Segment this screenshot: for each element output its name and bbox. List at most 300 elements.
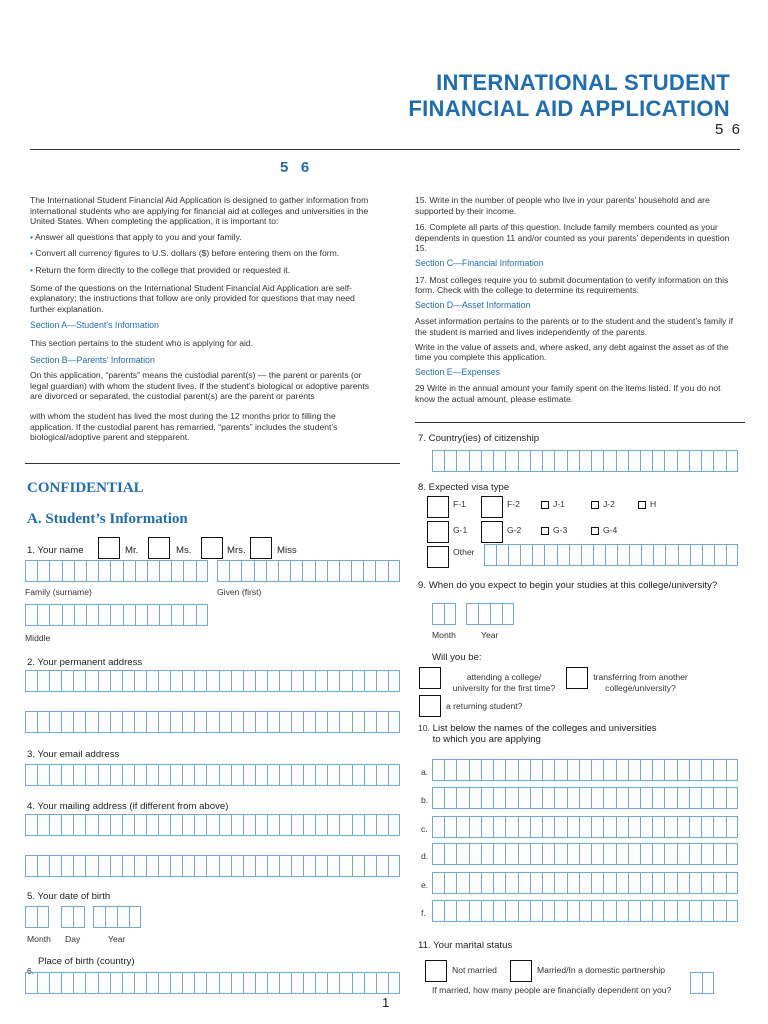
comb-cell[interactable] — [579, 872, 591, 894]
comb-cell[interactable] — [726, 900, 738, 922]
college-name-input[interactable] — [432, 787, 738, 809]
comb-cell[interactable] — [85, 670, 97, 692]
comb-cell[interactable] — [25, 855, 37, 877]
comb-cell[interactable] — [37, 972, 49, 994]
comb-cell[interactable] — [110, 670, 122, 692]
comb-cell[interactable] — [49, 764, 61, 786]
comb-cell[interactable] — [231, 855, 243, 877]
comb-cell[interactable] — [388, 814, 400, 836]
comb-cell[interactable] — [134, 814, 146, 836]
comb-cell[interactable] — [315, 560, 327, 582]
comb-cell[interactable] — [267, 764, 279, 786]
comb-cell[interactable] — [123, 604, 135, 626]
comb-cell[interactable] — [122, 972, 134, 994]
comb-cell[interactable] — [388, 764, 400, 786]
comb-cell[interactable] — [110, 814, 122, 836]
comb-cell[interactable] — [243, 764, 255, 786]
comb-cell[interactable] — [61, 764, 73, 786]
comb-cell[interactable] — [61, 711, 73, 733]
comb-cell[interactable] — [557, 544, 569, 566]
comb-cell[interactable] — [677, 787, 689, 809]
comb-cell[interactable] — [603, 450, 615, 472]
comb-cell[interactable] — [481, 787, 493, 809]
comb-cell[interactable] — [726, 450, 738, 472]
comb-cell[interactable] — [182, 711, 194, 733]
comb-cell[interactable] — [267, 814, 279, 836]
comb-cell[interactable] — [352, 670, 364, 692]
comb-cell[interactable] — [122, 814, 134, 836]
comb-cell[interactable] — [255, 670, 267, 692]
comb-cell[interactable] — [493, 843, 505, 865]
comb-cell[interactable] — [98, 670, 110, 692]
comb-cell[interactable] — [466, 603, 478, 625]
comb-cell[interactable] — [219, 855, 231, 877]
comb-cell[interactable] — [291, 764, 303, 786]
comb-cell[interactable] — [182, 814, 194, 836]
comb-cell[interactable] — [158, 711, 170, 733]
comb-cell[interactable] — [241, 560, 253, 582]
comb-cell[interactable] — [217, 560, 229, 582]
comb-cell[interactable] — [677, 759, 689, 781]
comb-cell[interactable] — [726, 872, 738, 894]
comb-cell[interactable] — [544, 544, 556, 566]
comb-cell[interactable] — [664, 900, 676, 922]
comb-cell[interactable] — [603, 759, 615, 781]
comb-cell[interactable] — [182, 855, 194, 877]
comb-cell[interactable] — [146, 711, 158, 733]
comb-cell[interactable] — [652, 816, 664, 838]
comb-cell[interactable] — [364, 855, 376, 877]
comb-cell[interactable] — [518, 759, 530, 781]
comb-cell[interactable] — [702, 972, 714, 994]
comb-cell[interactable] — [266, 560, 278, 582]
visa-other-checkbox[interactable] — [427, 546, 449, 568]
comb-cell[interactable] — [505, 900, 517, 922]
comb-cell[interactable] — [37, 814, 49, 836]
comb-cell[interactable] — [542, 787, 554, 809]
comb-cell[interactable] — [122, 711, 134, 733]
comb-cell[interactable] — [432, 843, 444, 865]
comb-cell[interactable] — [641, 544, 653, 566]
comb-cell[interactable] — [689, 843, 701, 865]
title-mrs-checkbox[interactable] — [201, 537, 223, 559]
comb-cell[interactable] — [640, 900, 652, 922]
comb-cell[interactable] — [444, 872, 456, 894]
comb-cell[interactable] — [640, 787, 652, 809]
comb-cell[interactable] — [432, 816, 444, 838]
comb-cell[interactable] — [219, 764, 231, 786]
comb-cell[interactable] — [352, 764, 364, 786]
comb-cell[interactable] — [255, 711, 267, 733]
comb-cell[interactable] — [579, 900, 591, 922]
comb-cell[interactable] — [219, 814, 231, 836]
comb-cell[interactable] — [327, 972, 339, 994]
comb-cell[interactable] — [364, 670, 376, 692]
comb-cell[interactable] — [159, 560, 171, 582]
comb-cell[interactable] — [444, 843, 456, 865]
comb-cell[interactable] — [158, 855, 170, 877]
comb-cell[interactable] — [134, 855, 146, 877]
comb-cell[interactable] — [388, 560, 400, 582]
comb-cell[interactable] — [603, 872, 615, 894]
comb-cell[interactable] — [49, 711, 61, 733]
comb-cell[interactable] — [339, 855, 351, 877]
comb-cell[interactable] — [25, 972, 37, 994]
comb-cell[interactable] — [689, 872, 701, 894]
comb-cell[interactable] — [444, 450, 456, 472]
comb-cell[interactable] — [339, 814, 351, 836]
comb-cell[interactable] — [147, 560, 159, 582]
comb-cell[interactable] — [554, 450, 566, 472]
comb-cell[interactable] — [231, 670, 243, 692]
transfer-checkbox[interactable] — [566, 667, 588, 689]
comb-cell[interactable] — [726, 759, 738, 781]
comb-cell[interactable] — [652, 450, 664, 472]
comb-cell[interactable] — [147, 604, 159, 626]
comb-cell[interactable] — [652, 900, 664, 922]
middle-name-input[interactable] — [25, 604, 208, 626]
comb-cell[interactable] — [690, 972, 702, 994]
comb-cell[interactable] — [135, 560, 147, 582]
comb-cell[interactable] — [206, 764, 218, 786]
comb-cell[interactable] — [196, 604, 208, 626]
comb-cell[interactable] — [456, 450, 468, 472]
comb-cell[interactable] — [432, 450, 444, 472]
comb-cell[interactable] — [194, 670, 206, 692]
comb-cell[interactable] — [73, 972, 85, 994]
comb-cell[interactable] — [219, 972, 231, 994]
comb-cell[interactable] — [726, 787, 738, 809]
comb-cell[interactable] — [713, 816, 725, 838]
comb-cell[interactable] — [352, 711, 364, 733]
comb-cell[interactable] — [530, 843, 542, 865]
comb-cell[interactable] — [85, 855, 97, 877]
comb-cell[interactable] — [278, 560, 290, 582]
comb-cell[interactable] — [689, 787, 701, 809]
visa-j1-checkbox[interactable] — [541, 501, 549, 509]
family-name-input[interactable] — [25, 560, 208, 582]
comb-cell[interactable] — [591, 759, 603, 781]
comb-cell[interactable] — [481, 900, 493, 922]
comb-cell[interactable] — [302, 560, 314, 582]
comb-cell[interactable] — [567, 816, 579, 838]
comb-cell[interactable] — [315, 855, 327, 877]
comb-cell[interactable] — [376, 670, 388, 692]
comb-cell[interactable] — [701, 900, 713, 922]
comb-cell[interactable] — [505, 787, 517, 809]
comb-cell[interactable] — [640, 450, 652, 472]
college-name-input[interactable] — [432, 843, 738, 865]
comb-cell[interactable] — [388, 855, 400, 877]
comb-cell[interactable] — [593, 544, 605, 566]
comb-cell[interactable] — [290, 560, 302, 582]
comb-cell[interactable] — [303, 814, 315, 836]
comb-cell[interactable] — [665, 544, 677, 566]
comb-cell[interactable] — [25, 711, 37, 733]
comb-cell[interactable] — [194, 855, 206, 877]
comb-cell[interactable] — [432, 603, 444, 625]
comb-cell[interactable] — [713, 872, 725, 894]
comb-cell[interactable] — [364, 711, 376, 733]
comb-cell[interactable] — [206, 711, 218, 733]
comb-cell[interactable] — [303, 711, 315, 733]
comb-cell[interactable] — [530, 787, 542, 809]
comb-cell[interactable] — [530, 759, 542, 781]
comb-cell[interactable] — [444, 759, 456, 781]
comb-cell[interactable] — [170, 764, 182, 786]
comb-cell[interactable] — [110, 604, 122, 626]
title-ms-checkbox[interactable] — [148, 537, 170, 559]
comb-cell[interactable] — [206, 972, 218, 994]
comb-cell[interactable] — [640, 759, 652, 781]
comb-cell[interactable] — [229, 560, 241, 582]
comb-cell[interactable] — [315, 670, 327, 692]
comb-cell[interactable] — [231, 764, 243, 786]
title-mr-checkbox[interactable] — [98, 537, 120, 559]
comb-cell[interactable] — [159, 604, 171, 626]
comb-cell[interactable] — [701, 872, 713, 894]
comb-cell[interactable] — [37, 560, 49, 582]
comb-cell[interactable] — [678, 544, 690, 566]
comb-cell[interactable] — [231, 814, 243, 836]
comb-cell[interactable] — [255, 972, 267, 994]
comb-cell[interactable] — [86, 560, 98, 582]
comb-cell[interactable] — [279, 814, 291, 836]
comb-cell[interactable] — [206, 670, 218, 692]
comb-cell[interactable] — [664, 787, 676, 809]
comb-cell[interactable] — [478, 603, 490, 625]
comb-cell[interactable] — [73, 906, 85, 928]
comb-cell[interactable] — [376, 972, 388, 994]
comb-cell[interactable] — [542, 900, 554, 922]
visa-j1-option[interactable]: J-1 — [541, 499, 565, 510]
comb-cell[interactable] — [456, 816, 468, 838]
comb-cell[interactable] — [689, 759, 701, 781]
comb-cell[interactable] — [98, 604, 110, 626]
comb-cell[interactable] — [291, 972, 303, 994]
comb-cell[interactable] — [616, 759, 628, 781]
comb-cell[interactable] — [303, 764, 315, 786]
comb-cell[interactable] — [652, 787, 664, 809]
comb-cell[interactable] — [677, 450, 689, 472]
comb-cell[interactable] — [518, 900, 530, 922]
comb-cell[interactable] — [603, 816, 615, 838]
comb-cell[interactable] — [713, 900, 725, 922]
comb-cell[interactable] — [579, 816, 591, 838]
comb-cell[interactable] — [146, 855, 158, 877]
comb-cell[interactable] — [701, 759, 713, 781]
comb-cell[interactable] — [664, 872, 676, 894]
comb-cell[interactable] — [530, 450, 542, 472]
comb-cell[interactable] — [243, 972, 255, 994]
comb-cell[interactable] — [351, 560, 363, 582]
comb-cell[interactable] — [98, 814, 110, 836]
comb-cell[interactable] — [505, 843, 517, 865]
comb-cell[interactable] — [542, 872, 554, 894]
comb-cell[interactable] — [518, 787, 530, 809]
comb-cell[interactable] — [134, 670, 146, 692]
comb-cell[interactable] — [677, 872, 689, 894]
comb-cell[interactable] — [158, 670, 170, 692]
comb-cell[interactable] — [554, 872, 566, 894]
comb-cell[interactable] — [158, 764, 170, 786]
comb-cell[interactable] — [444, 816, 456, 838]
comb-cell[interactable] — [255, 764, 267, 786]
comb-cell[interactable] — [616, 872, 628, 894]
comb-cell[interactable] — [170, 972, 182, 994]
comb-cell[interactable] — [701, 450, 713, 472]
comb-cell[interactable] — [388, 670, 400, 692]
comb-cell[interactable] — [530, 900, 542, 922]
comb-cell[interactable] — [616, 843, 628, 865]
comb-cell[interactable] — [432, 759, 444, 781]
comb-cell[interactable] — [117, 906, 129, 928]
comb-cell[interactable] — [327, 670, 339, 692]
comb-cell[interactable] — [49, 604, 61, 626]
visa-j2-checkbox[interactable] — [591, 501, 599, 509]
comb-cell[interactable] — [98, 560, 110, 582]
comb-cell[interactable] — [98, 855, 110, 877]
comb-cell[interactable] — [146, 814, 158, 836]
comb-cell[interactable] — [194, 711, 206, 733]
comb-cell[interactable] — [490, 603, 502, 625]
comb-cell[interactable] — [444, 900, 456, 922]
comb-cell[interactable] — [518, 450, 530, 472]
comb-cell[interactable] — [567, 759, 579, 781]
comb-cell[interactable] — [146, 670, 158, 692]
visa-h-option[interactable]: H — [638, 499, 656, 510]
comb-cell[interactable] — [170, 855, 182, 877]
comb-cell[interactable] — [469, 900, 481, 922]
comb-cell[interactable] — [481, 759, 493, 781]
comb-cell[interactable] — [25, 560, 37, 582]
comb-cell[interactable] — [376, 855, 388, 877]
comb-cell[interactable] — [243, 855, 255, 877]
comb-cell[interactable] — [123, 560, 135, 582]
comb-cell[interactable] — [469, 759, 481, 781]
birth-month-input[interactable] — [25, 906, 49, 928]
comb-cell[interactable] — [170, 711, 182, 733]
permanent-address-input-1[interactable] — [25, 670, 400, 692]
comb-cell[interactable] — [493, 872, 505, 894]
comb-cell[interactable] — [315, 711, 327, 733]
comb-cell[interactable] — [49, 670, 61, 692]
comb-cell[interactable] — [194, 764, 206, 786]
comb-cell[interactable] — [85, 764, 97, 786]
comb-cell[interactable] — [279, 764, 291, 786]
comb-cell[interactable] — [628, 843, 640, 865]
comb-cell[interactable] — [376, 764, 388, 786]
married-checkbox[interactable] — [510, 960, 532, 982]
comb-cell[interactable] — [505, 816, 517, 838]
comb-cell[interactable] — [677, 843, 689, 865]
comb-cell[interactable] — [616, 787, 628, 809]
comb-cell[interactable] — [37, 670, 49, 692]
comb-cell[interactable] — [701, 816, 713, 838]
comb-cell[interactable] — [339, 711, 351, 733]
comb-cell[interactable] — [62, 604, 74, 626]
comb-cell[interactable] — [183, 604, 195, 626]
comb-cell[interactable] — [74, 604, 86, 626]
comb-cell[interactable] — [628, 816, 640, 838]
comb-cell[interactable] — [73, 814, 85, 836]
comb-cell[interactable] — [628, 872, 640, 894]
comb-cell[interactable] — [444, 603, 456, 625]
comb-cell[interactable] — [603, 843, 615, 865]
comb-cell[interactable] — [554, 816, 566, 838]
birth-day-input[interactable] — [61, 906, 85, 928]
comb-cell[interactable] — [73, 855, 85, 877]
comb-cell[interactable] — [315, 814, 327, 836]
comb-cell[interactable] — [605, 544, 617, 566]
comb-cell[interactable] — [493, 450, 505, 472]
returning-checkbox[interactable] — [419, 695, 441, 717]
comb-cell[interactable] — [518, 843, 530, 865]
comb-cell[interactable] — [469, 450, 481, 472]
comb-cell[interactable] — [469, 843, 481, 865]
comb-cell[interactable] — [726, 843, 738, 865]
comb-cell[interactable] — [25, 670, 37, 692]
comb-cell[interactable] — [206, 814, 218, 836]
comb-cell[interactable] — [243, 670, 255, 692]
comb-cell[interactable] — [98, 711, 110, 733]
comb-cell[interactable] — [267, 711, 279, 733]
comb-cell[interactable] — [49, 560, 61, 582]
comb-cell[interactable] — [303, 855, 315, 877]
comb-cell[interactable] — [713, 787, 725, 809]
start-year-input[interactable] — [466, 603, 514, 625]
comb-cell[interactable] — [493, 900, 505, 922]
comb-cell[interactable] — [579, 450, 591, 472]
college-name-input[interactable] — [432, 816, 738, 838]
comb-cell[interactable] — [542, 450, 554, 472]
comb-cell[interactable] — [255, 814, 267, 836]
comb-cell[interactable] — [74, 560, 86, 582]
comb-cell[interactable] — [677, 816, 689, 838]
comb-cell[interactable] — [49, 855, 61, 877]
visa-other-input[interactable] — [484, 544, 738, 566]
comb-cell[interactable] — [303, 670, 315, 692]
comb-cell[interactable] — [640, 872, 652, 894]
comb-cell[interactable] — [493, 816, 505, 838]
comb-cell[interactable] — [603, 900, 615, 922]
comb-cell[interactable] — [134, 711, 146, 733]
comb-cell[interactable] — [432, 872, 444, 894]
comb-cell[interactable] — [432, 900, 444, 922]
not-married-checkbox[interactable] — [425, 960, 447, 982]
comb-cell[interactable] — [327, 711, 339, 733]
comb-cell[interactable] — [591, 843, 603, 865]
comb-cell[interactable] — [73, 670, 85, 692]
comb-cell[interactable] — [254, 560, 266, 582]
comb-cell[interactable] — [713, 759, 725, 781]
comb-cell[interactable] — [629, 544, 641, 566]
mailing-address-input-2[interactable] — [25, 855, 400, 877]
comb-cell[interactable] — [702, 544, 714, 566]
comb-cell[interactable] — [339, 764, 351, 786]
comb-cell[interactable] — [243, 814, 255, 836]
comb-cell[interactable] — [505, 450, 517, 472]
comb-cell[interactable] — [726, 544, 738, 566]
comb-cell[interactable] — [196, 560, 208, 582]
comb-cell[interactable] — [542, 816, 554, 838]
comb-cell[interactable] — [364, 814, 376, 836]
citizenship-input[interactable] — [432, 450, 738, 472]
comb-cell[interactable] — [61, 906, 73, 928]
comb-cell[interactable] — [158, 972, 170, 994]
comb-cell[interactable] — [98, 764, 110, 786]
comb-cell[interactable] — [62, 560, 74, 582]
